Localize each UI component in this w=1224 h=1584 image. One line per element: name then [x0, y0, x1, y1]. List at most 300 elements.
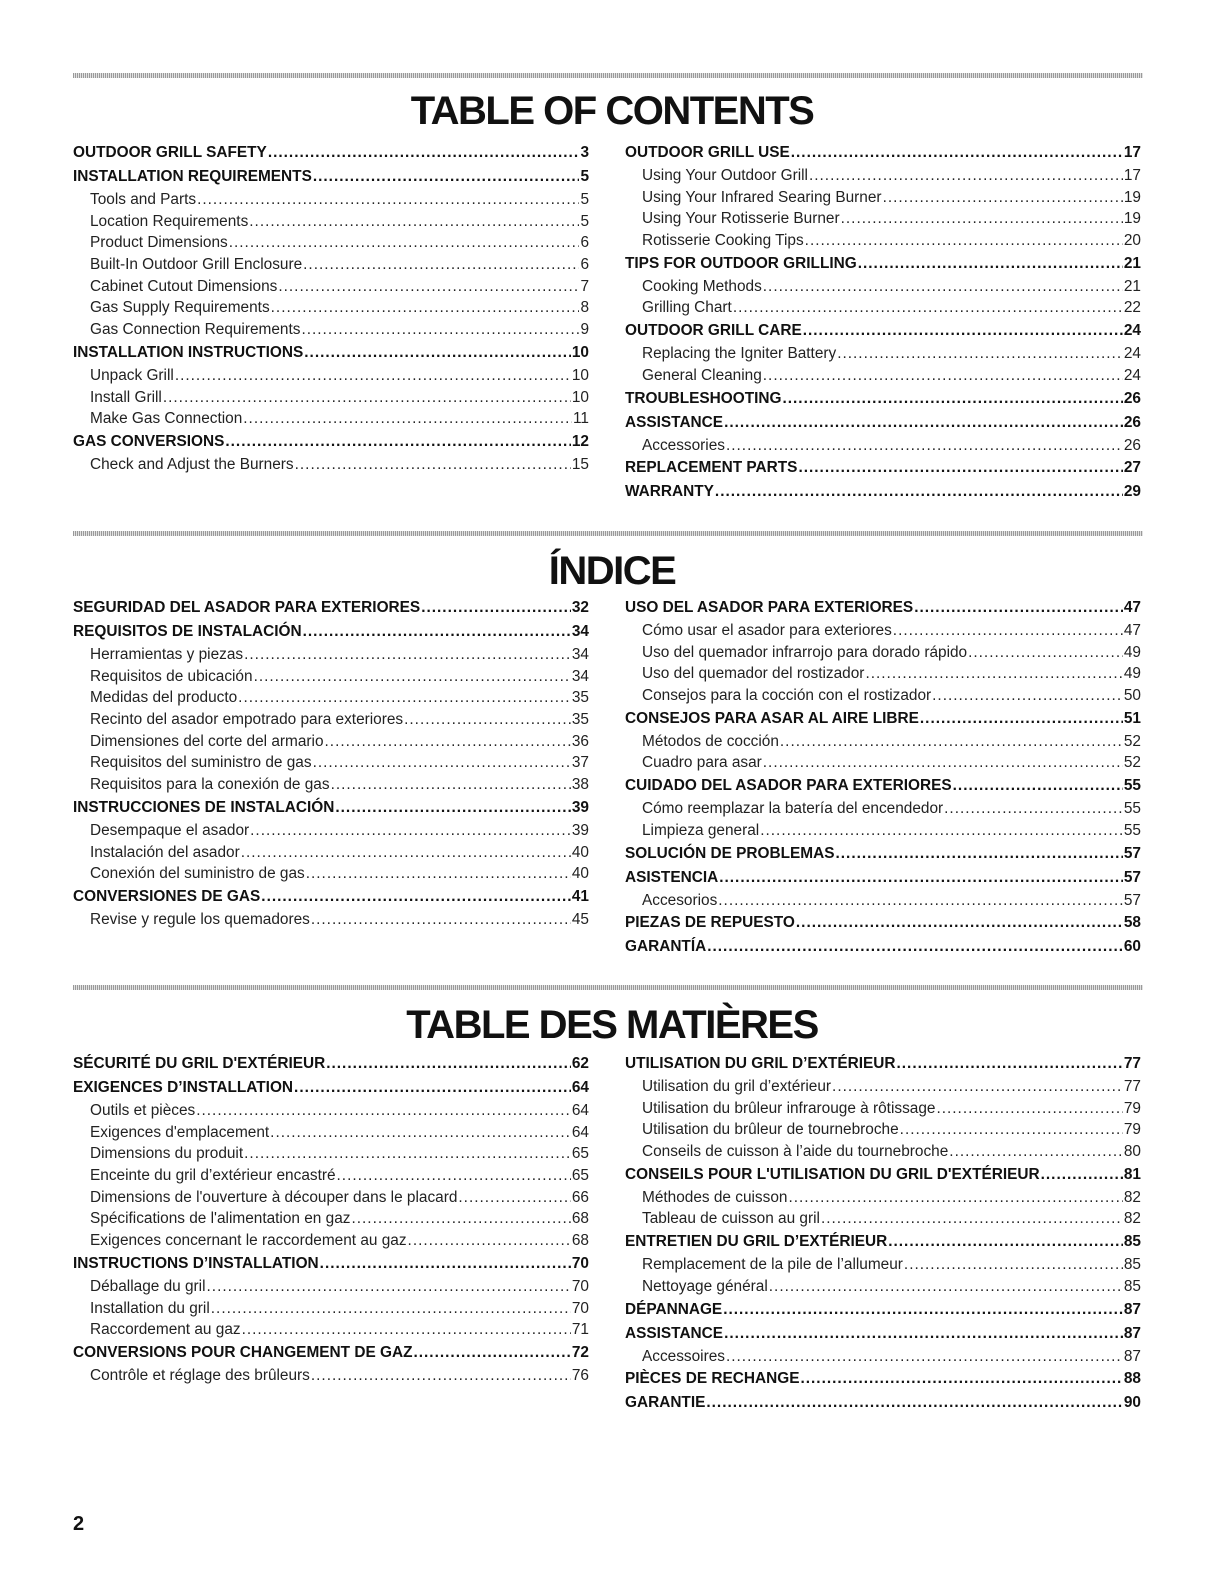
- toc-entry-label: Tools and Parts: [90, 191, 197, 208]
- dot-leader: [335, 796, 571, 820]
- toc-subentry: [625, 1346, 1141, 1368]
- toc-column-left: [73, 596, 589, 931]
- toc-entry-page: 57: [1123, 868, 1141, 886]
- dot-leader: [244, 644, 571, 666]
- toc-section-entry: [625, 141, 1141, 165]
- toc-entry-page: 20: [1123, 232, 1141, 250]
- dot-leader: [261, 885, 571, 909]
- toc-entry-page: 5: [580, 212, 589, 230]
- toc-subentry: [73, 774, 589, 796]
- toc-column-right: [625, 1052, 1141, 1415]
- dot-leader: [413, 1341, 570, 1365]
- toc-entry-label: ASSISTANCE: [625, 413, 724, 431]
- toc-subentry: [73, 752, 589, 774]
- toc-entry-page: 87: [1123, 1347, 1141, 1365]
- dot-leader: [836, 842, 1123, 866]
- dot-leader: [763, 752, 1123, 774]
- dot-leader: [832, 1076, 1123, 1098]
- toc-entry-label: Accessories: [642, 436, 725, 454]
- toc-subentry: [73, 1165, 589, 1187]
- section-title: ÍNDICE: [548, 549, 676, 593]
- toc-subentry: [73, 709, 589, 731]
- toc-entry-page: 6: [580, 256, 589, 274]
- toc-entry-page: 38: [571, 776, 589, 794]
- toc-subentry: [625, 1098, 1141, 1120]
- toc-entry-page: 29: [1123, 483, 1141, 501]
- toc-column-left: [73, 141, 589, 476]
- toc-subentry: [73, 863, 589, 885]
- toc-entry-label: Utilisation du brûleur infrarouge à rôtissage: [642, 1099, 936, 1117]
- section-title: TABLE DES MATIÈRES: [406, 1003, 818, 1047]
- dot-leader: [883, 187, 1123, 209]
- toc-subentry: [625, 890, 1141, 912]
- dot-leader: [914, 596, 1123, 620]
- toc-entry-page: 71: [571, 1321, 589, 1339]
- toc-entry-page: 35: [571, 689, 589, 707]
- toc-entry-label: Rotisserie Cooking Tips: [642, 232, 804, 250]
- dot-leader: [900, 1119, 1123, 1141]
- toc-entry-label: Métodos de cocción: [642, 732, 779, 750]
- toc-entry-page: 51: [1123, 709, 1141, 727]
- dot-leader: [800, 1367, 1122, 1391]
- toc-entry-label: CONSEJOS PARA ASAR AL AIRE LIBRE: [625, 709, 919, 727]
- toc-section-entry: [73, 430, 589, 454]
- dot-leader: [936, 1098, 1122, 1120]
- toc-entry-page: 66: [571, 1188, 589, 1206]
- dot-leader: [325, 731, 571, 753]
- dot-leader: [1041, 1163, 1123, 1187]
- toc-entry-label: Utilisation du gril d’extérieur: [642, 1078, 832, 1095]
- toc-entry-label: Requisitos para la conexión de gas: [90, 776, 330, 794]
- dot-leader: [726, 1346, 1123, 1368]
- toc-subentry: [625, 1254, 1141, 1276]
- toc-entry-label: Herramientas y piezas: [90, 646, 244, 663]
- toc-section-entry: [625, 1322, 1141, 1346]
- toc-entry-label: Tableau de cuisson au gril: [642, 1210, 820, 1228]
- toc-entry-page: 85: [1123, 1277, 1141, 1295]
- dot-leader: [724, 1322, 1123, 1346]
- toc-subentry: [625, 663, 1141, 685]
- dot-leader: [769, 1276, 1123, 1298]
- toc-subentry: [73, 232, 589, 254]
- toc-entry-label: Medidas del producto: [90, 689, 238, 707]
- dot-leader: [718, 890, 1123, 912]
- toc-entry-page: 60: [1123, 938, 1141, 956]
- toc-column-right: [625, 596, 1141, 959]
- dot-leader: [306, 863, 571, 885]
- toc-subentry: [625, 1119, 1141, 1141]
- toc-entry-page: 24: [1123, 322, 1141, 340]
- toc-section-entry: [625, 319, 1141, 343]
- dot-leader: [733, 297, 1123, 319]
- toc-entry-label: Replacing the Igniter Battery: [642, 345, 837, 363]
- toc-entry-page: 85: [1123, 1256, 1141, 1274]
- toc-entry-label: PIEZAS DE REPUESTO: [625, 914, 795, 932]
- toc-subentry: [73, 842, 589, 864]
- dot-leader: [225, 430, 571, 454]
- toc-entry-label: INSTRUCCIONES DE INSTALACIÓN: [73, 798, 335, 816]
- toc-entry-page: 27: [1123, 459, 1141, 477]
- toc-entry-page: 6: [580, 234, 589, 252]
- toc-subentry: [73, 1208, 589, 1230]
- toc-entry-page: 9: [580, 321, 589, 339]
- toc-subentry: [73, 820, 589, 842]
- toc-subentry: [73, 666, 589, 688]
- toc-entry-label: SEGURIDAD DEL ASADOR PARA EXTERIORES: [73, 599, 421, 616]
- toc-subentry: [625, 187, 1141, 209]
- toc-subentry: [625, 1187, 1141, 1209]
- toc-entry-page: 24: [1123, 366, 1141, 384]
- toc-entry-page: 34: [571, 667, 589, 685]
- dot-leader: [949, 1141, 1123, 1163]
- toc-entry-page: 7: [580, 277, 589, 295]
- dot-leader: [798, 456, 1122, 480]
- dot-leader: [458, 1187, 570, 1209]
- toc-section-entry: [73, 1052, 589, 1076]
- toc-section-entry: [625, 911, 1141, 935]
- toc-entry-label: Cabinet Cutout Dimensions: [90, 277, 278, 295]
- toc-subentry: [625, 685, 1141, 707]
- toc-entry-page: 19: [1123, 188, 1141, 206]
- toc-subentry: [73, 1187, 589, 1209]
- toc-entry-label: WARRANTY: [625, 483, 714, 501]
- toc-subentry: [73, 1298, 589, 1320]
- toc-entry-label: Outils et pièces: [90, 1102, 196, 1119]
- toc-entry-label: SÉCURITÉ DU GRIL D'EXTÉRIEUR: [73, 1055, 326, 1072]
- toc-entry-label: INSTALLATION INSTRUCTIONS: [73, 343, 304, 361]
- dot-leader: [270, 1122, 571, 1144]
- toc-entry-label: Gas Supply Requirements: [90, 299, 270, 317]
- toc-subentry: [73, 644, 589, 666]
- dot-leader: [763, 276, 1123, 298]
- toc-entry-label: USO DEL ASADOR PARA EXTERIORES: [625, 599, 914, 616]
- toc-entry-label: TROUBLESHOOTING: [625, 389, 782, 407]
- toc-entry-page: 26: [1123, 389, 1141, 407]
- toc-entry-label: Requisitos del suministro de gas: [90, 754, 312, 772]
- dot-leader: [723, 1298, 1123, 1322]
- toc-entry-page: 34: [571, 623, 589, 640]
- toc-entry-label: Revise y regule los quemadores: [90, 910, 310, 928]
- dot-leader: [211, 1298, 571, 1320]
- toc-section-entry: [625, 411, 1141, 435]
- toc-entry-label: OUTDOOR GRILL CARE: [625, 322, 802, 340]
- dot-leader: [294, 1076, 571, 1100]
- toc-section-entry: [625, 456, 1141, 480]
- toc-entry-label: ENTRETIEN DU GRIL D’EXTÉRIEUR: [625, 1233, 888, 1251]
- toc-subentry: [73, 408, 589, 430]
- toc-entry-page: 55: [1123, 821, 1141, 839]
- toc-entry-label: Limpieza general: [642, 821, 760, 839]
- toc-entry-label: REQUISITOS DE INSTALACIÓN: [73, 623, 302, 640]
- toc-subentry: [625, 642, 1141, 664]
- toc-entry-label: Uso del quemador del rostizador: [642, 665, 865, 683]
- toc-subentry: [625, 1141, 1141, 1163]
- toc-entry-label: Conseils de cuisson à l’aide du tournebroche: [642, 1143, 949, 1161]
- toc-entry-page: 55: [1123, 800, 1141, 818]
- toc-entry-label: GARANTÍA: [625, 938, 707, 956]
- toc-entry-page: 64: [571, 1123, 589, 1141]
- toc-section-entry: [625, 387, 1141, 411]
- dot-leader: [760, 820, 1123, 842]
- dot-leader: [719, 866, 1123, 890]
- dot-leader: [707, 935, 1123, 959]
- toc-entry-label: Using Your Infrared Searing Burner: [642, 188, 882, 206]
- toc-entry-page: 5: [580, 191, 589, 208]
- toc-entry-page: 65: [571, 1145, 589, 1163]
- toc-entry-page: 45: [571, 910, 589, 928]
- toc-subentry: [73, 731, 589, 753]
- toc-entry-label: Built-In Outdoor Grill Enclosure: [90, 256, 303, 274]
- toc-subentry: [625, 1208, 1141, 1230]
- toc-entry-page: 11: [573, 410, 589, 428]
- toc-entry-page: 77: [1123, 1078, 1141, 1095]
- dot-leader: [301, 319, 579, 341]
- toc-section-entry: [73, 1252, 589, 1276]
- toc-subentry: [625, 820, 1141, 842]
- dot-leader: [724, 411, 1123, 435]
- toc-section-entry: [625, 866, 1141, 890]
- toc-entry-label: CONVERSIONES DE GAS: [73, 887, 261, 905]
- toc-entry-page: 55: [1123, 777, 1141, 795]
- toc-entry-label: Product Dimensions: [90, 234, 228, 252]
- toc-subentry: [73, 211, 589, 233]
- toc-entry-label: Cómo reemplazar la batería del encendedor: [642, 800, 944, 818]
- dot-leader: [841, 208, 1123, 230]
- toc-subentry: [625, 230, 1141, 252]
- toc-entry-page: 68: [571, 1232, 589, 1250]
- dot-leader: [421, 596, 571, 620]
- toc-entry-label: Dimensions de l'ouverture à découper dans le placard: [90, 1188, 458, 1206]
- dot-leader: [337, 1165, 571, 1187]
- dot-leader: [304, 341, 571, 365]
- toc-section-entry: [625, 1230, 1141, 1254]
- dot-leader: [331, 774, 571, 796]
- toc-entry-label: Desempaque el asador: [90, 821, 250, 839]
- dot-leader: [243, 408, 572, 430]
- toc-entry-label: Contrôle et réglage des brûleurs: [90, 1366, 310, 1384]
- toc-entry-page: 15: [571, 455, 589, 473]
- toc-entry-page: 41: [571, 887, 589, 905]
- toc-entry-label: Utilisation du brûleur de tournebroche: [642, 1121, 899, 1139]
- toc-subentry: [73, 297, 589, 319]
- dot-leader: [303, 254, 579, 276]
- dot-leader: [268, 141, 580, 165]
- dot-leader: [968, 642, 1123, 664]
- dot-leader: [837, 343, 1123, 365]
- dot-leader: [311, 909, 571, 931]
- toc-entry-label: Grilling Chart: [642, 299, 732, 317]
- toc-entry-label: Dimensions du produit: [90, 1145, 244, 1163]
- toc-subentry: [625, 343, 1141, 365]
- toc-section-entry: [73, 1341, 589, 1365]
- toc-entry-label: Check and Adjust the Burners: [90, 455, 294, 473]
- toc-entry-page: 22: [1123, 299, 1141, 317]
- toc-entry-page: 32: [571, 599, 589, 616]
- toc-entry-label: Location Requirements: [90, 212, 249, 230]
- toc-section-entry: [625, 1052, 1141, 1076]
- dot-leader: [706, 1391, 1123, 1415]
- toc-subentry: [625, 1076, 1141, 1098]
- dot-leader: [932, 685, 1123, 707]
- toc-subentry: [625, 731, 1141, 753]
- toc-entry-page: 3: [580, 144, 589, 161]
- toc-entry-label: UTILISATION DU GRIL D’EXTÉRIEUR: [625, 1055, 896, 1072]
- dot-leader: [897, 1052, 1123, 1076]
- toc-entry-label: DÉPANNAGE: [625, 1300, 723, 1318]
- dot-leader: [351, 1208, 570, 1230]
- toc-entry-page: 70: [571, 1254, 589, 1272]
- toc-section-entry: [625, 842, 1141, 866]
- dot-leader: [250, 820, 571, 842]
- toc-entry-label: Instalación del asador: [90, 843, 240, 861]
- toc-entry-label: General Cleaning: [642, 366, 762, 384]
- toc-entry-page: 50: [1123, 687, 1141, 705]
- dot-leader: [715, 480, 1123, 504]
- toc-entry-label: Accesorios: [642, 891, 718, 909]
- toc-entry-label: ASSISTANCE: [625, 1324, 724, 1342]
- toc-entry-label: Déballage du gril: [90, 1277, 206, 1295]
- dot-leader: [229, 232, 580, 254]
- toc-entry-page: 19: [1123, 210, 1141, 228]
- toc-entry-page: 26: [1123, 413, 1141, 431]
- toc-entry-label: Remplacement de la pile de l’allumeur: [642, 1256, 903, 1274]
- dot-leader: [249, 211, 579, 233]
- dot-leader: [865, 663, 1122, 685]
- toc-entry-label: Gas Connection Requirements: [90, 321, 301, 339]
- toc-subentry: [73, 276, 589, 298]
- toc-subentry: [73, 1143, 589, 1165]
- toc-entry-page: 10: [571, 366, 589, 384]
- toc-entry-page: 26: [1123, 436, 1141, 454]
- toc-entry-label: Uso del quemador infrarrojo para dorado rápido: [642, 643, 968, 661]
- toc-entry-label: OUTDOOR GRILL SAFETY: [73, 144, 267, 161]
- toc-entry-page: 65: [571, 1167, 589, 1185]
- toc-section-entry: [625, 1391, 1141, 1415]
- toc-entry-page: 62: [571, 1055, 589, 1072]
- toc-subentry: [625, 165, 1141, 187]
- toc-section-entry: [73, 620, 589, 644]
- toc-entry-label: SOLUCIÓN DE PROBLEMAS: [625, 844, 835, 862]
- dot-leader: [326, 1052, 571, 1076]
- toc-subentry: [625, 620, 1141, 642]
- toc-entry-label: Méthodes de cuisson: [642, 1188, 788, 1206]
- toc-subentry: [625, 297, 1141, 319]
- toc-entry-page: 87: [1123, 1324, 1141, 1342]
- toc-section-entry: [625, 1367, 1141, 1391]
- toc-entry-label: ASISTENCIA: [625, 868, 719, 886]
- toc-section-entry: [73, 141, 589, 165]
- dot-leader: [238, 687, 571, 709]
- toc-subentry: [73, 1365, 589, 1387]
- toc-entry-page: 17: [1123, 144, 1141, 161]
- toc-entry-label: Conexión del suministro de gas: [90, 865, 305, 883]
- dot-leader: [858, 252, 1123, 276]
- toc-entry-label: GAS CONVERSIONS: [73, 432, 225, 450]
- toc-entry-page: 40: [571, 865, 589, 883]
- toc-entry-label: INSTRUCTIONS D’INSTALLATION: [73, 1254, 319, 1272]
- toc-entry-label: OUTDOOR GRILL USE: [625, 144, 790, 161]
- dot-leader: [788, 1187, 1122, 1209]
- toc-entry-page: 57: [1123, 891, 1141, 909]
- toc-section-entry: [625, 1163, 1141, 1187]
- toc-subentry: [73, 687, 589, 709]
- toc-section-entry: [73, 341, 589, 365]
- divider-rule: [73, 985, 1143, 990]
- toc-entry-label: Accessoires: [642, 1347, 725, 1365]
- toc-subentry: [73, 254, 589, 276]
- toc-section-entry: [625, 252, 1141, 276]
- toc-entry-label: REPLACEMENT PARTS: [625, 459, 798, 477]
- toc-entry-label: Dimensiones del corte del armario: [90, 732, 324, 750]
- toc-entry-label: Cómo usar el asador para exteriores: [642, 622, 892, 639]
- toc-section-entry: [73, 885, 589, 909]
- toc-subentry: [73, 1276, 589, 1298]
- toc-entry-page: 8: [580, 299, 589, 317]
- dot-leader: [888, 1230, 1123, 1254]
- toc-entry-label: Consejos para la cocción con el rostizador: [642, 687, 932, 705]
- toc-entry-page: 70: [571, 1277, 589, 1295]
- toc-subentry: [73, 1100, 589, 1122]
- toc-subentry: [625, 365, 1141, 387]
- toc-entry-label: Make Gas Connection: [90, 410, 243, 428]
- toc-section-entry: [625, 596, 1141, 620]
- toc-entry-label: CONSEILS POUR L'UTILISATION DU GRIL D'EXTÉRIEUR: [625, 1165, 1040, 1183]
- toc-entry-page: 34: [571, 646, 589, 663]
- toc-entry-page: 70: [571, 1299, 589, 1317]
- dot-leader: [944, 798, 1123, 820]
- divider-rule: [73, 531, 1143, 536]
- toc-subentry: [625, 1276, 1141, 1298]
- toc-entry-page: 76: [571, 1366, 589, 1384]
- toc-entry-page: 72: [571, 1343, 589, 1361]
- toc-column-right: [625, 141, 1141, 504]
- dot-leader: [278, 276, 579, 298]
- toc-entry-label: Spécifications de l'alimentation en gaz: [90, 1210, 351, 1228]
- toc-entry-label: Exigences d'emplacement: [90, 1123, 270, 1141]
- dot-leader: [893, 620, 1123, 642]
- toc-entry-page: 36: [571, 732, 589, 750]
- toc-entry-label: Nettoyage général: [642, 1277, 768, 1295]
- dot-leader: [803, 319, 1123, 343]
- toc-entry-label: EXIGENCES D’INSTALLATION: [73, 1079, 294, 1096]
- toc-entry-page: 47: [1123, 622, 1141, 639]
- toc-subentry: [73, 1122, 589, 1144]
- dot-leader: [805, 230, 1123, 252]
- toc-entry-label: GARANTIE: [625, 1394, 706, 1412]
- toc-entry-page: 39: [571, 798, 589, 816]
- dot-leader: [782, 387, 1122, 411]
- toc-entry-page: 39: [571, 821, 589, 839]
- toc-subentry: [73, 1230, 589, 1252]
- dot-leader: [242, 1319, 571, 1341]
- toc-entry-page: 49: [1123, 665, 1141, 683]
- dot-leader: [313, 752, 571, 774]
- dot-leader: [241, 842, 571, 864]
- toc-section-entry: [73, 596, 589, 620]
- toc-entry-page: 10: [571, 388, 589, 406]
- dot-leader: [920, 707, 1123, 731]
- toc-entry-page: 52: [1123, 732, 1141, 750]
- toc-entry-page: 57: [1123, 844, 1141, 862]
- toc-subentry: [73, 365, 589, 387]
- dot-leader: [163, 387, 571, 409]
- toc-entry-label: Cooking Methods: [642, 277, 762, 295]
- toc-entry-page: 79: [1123, 1099, 1141, 1117]
- toc-entry-page: 64: [571, 1079, 589, 1096]
- dot-leader: [254, 666, 571, 688]
- toc-entry-page: 49: [1123, 643, 1141, 661]
- toc-entry-page: 90: [1123, 1394, 1141, 1412]
